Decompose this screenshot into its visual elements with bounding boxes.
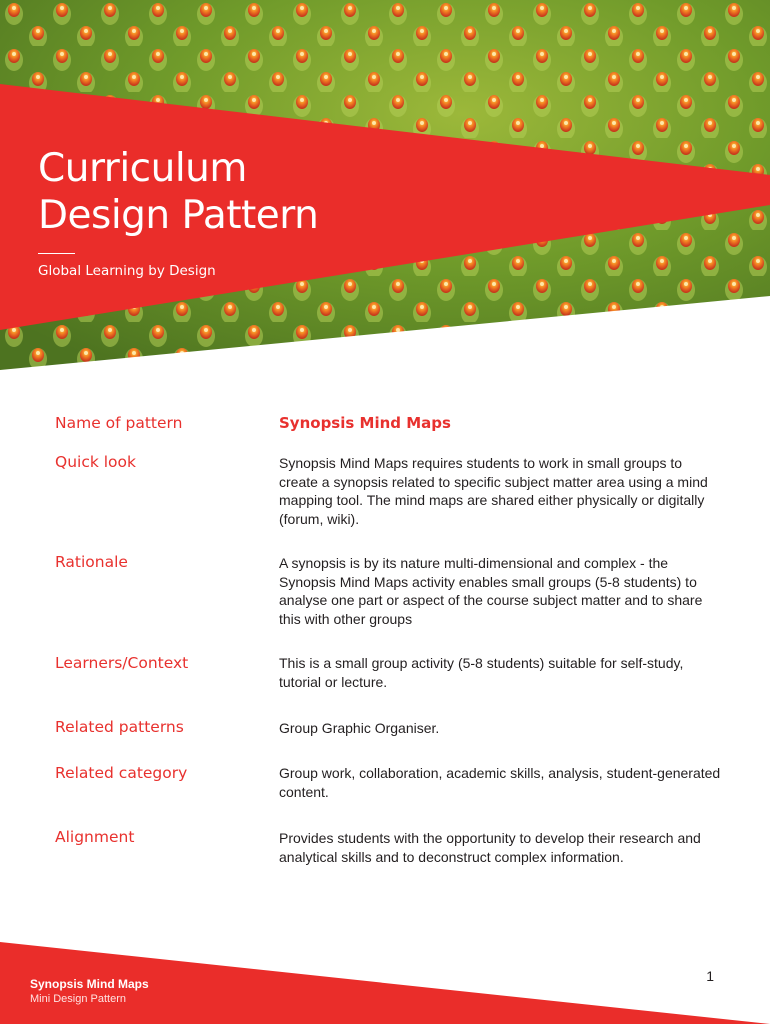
row-value: A synopsis is by its nature multi-dimensional and complex - the Synopsis Mind Maps activity enables small groups (5-8 students) to analyse one part or aspect of the course subject matter and to share this with other groups [279, 555, 703, 627]
title-line-2: Design Pattern [38, 193, 319, 238]
document-title [38, 145, 318, 239]
row-label: Related category [55, 764, 188, 782]
document-subtitle: Global Learning by Design [38, 263, 216, 279]
footer-subtitle: Mini Design Pattern [30, 993, 126, 1005]
row-label: Quick look [55, 453, 137, 471]
row-label: Alignment [55, 828, 135, 846]
row-value: This is a small group activity (5-8 students) suitable for self-study, tutorial or lecture. [279, 655, 684, 690]
row-value: Synopsis Mind Maps requires students to work in small groups to create a synopsis related to specific subject matter area using a mind mapping tool. The mind maps are shared either physically or digitally (forum, wiki). [279, 455, 708, 527]
row-label: Related patterns [55, 718, 184, 736]
title-divider [38, 253, 75, 254]
row-label: Name of pattern [55, 414, 183, 432]
row-label: Rationale [55, 553, 128, 571]
row-label: Learners/Context [55, 654, 189, 672]
row-value: Provides students with the opportunity to develop their research and analytical skills and to deconstruct complex information. [279, 830, 701, 865]
title-line-1: Curriculum [38, 146, 247, 191]
footer-title: Synopsis Mind Maps [30, 977, 149, 991]
page-number: 1 [706, 968, 714, 984]
row-value: Group work, collaboration, academic skills, analysis, student-generated content. [279, 765, 721, 800]
row-value: Group Graphic Organiser. [279, 720, 440, 736]
row-value: Synopsis Mind Maps [279, 414, 451, 432]
